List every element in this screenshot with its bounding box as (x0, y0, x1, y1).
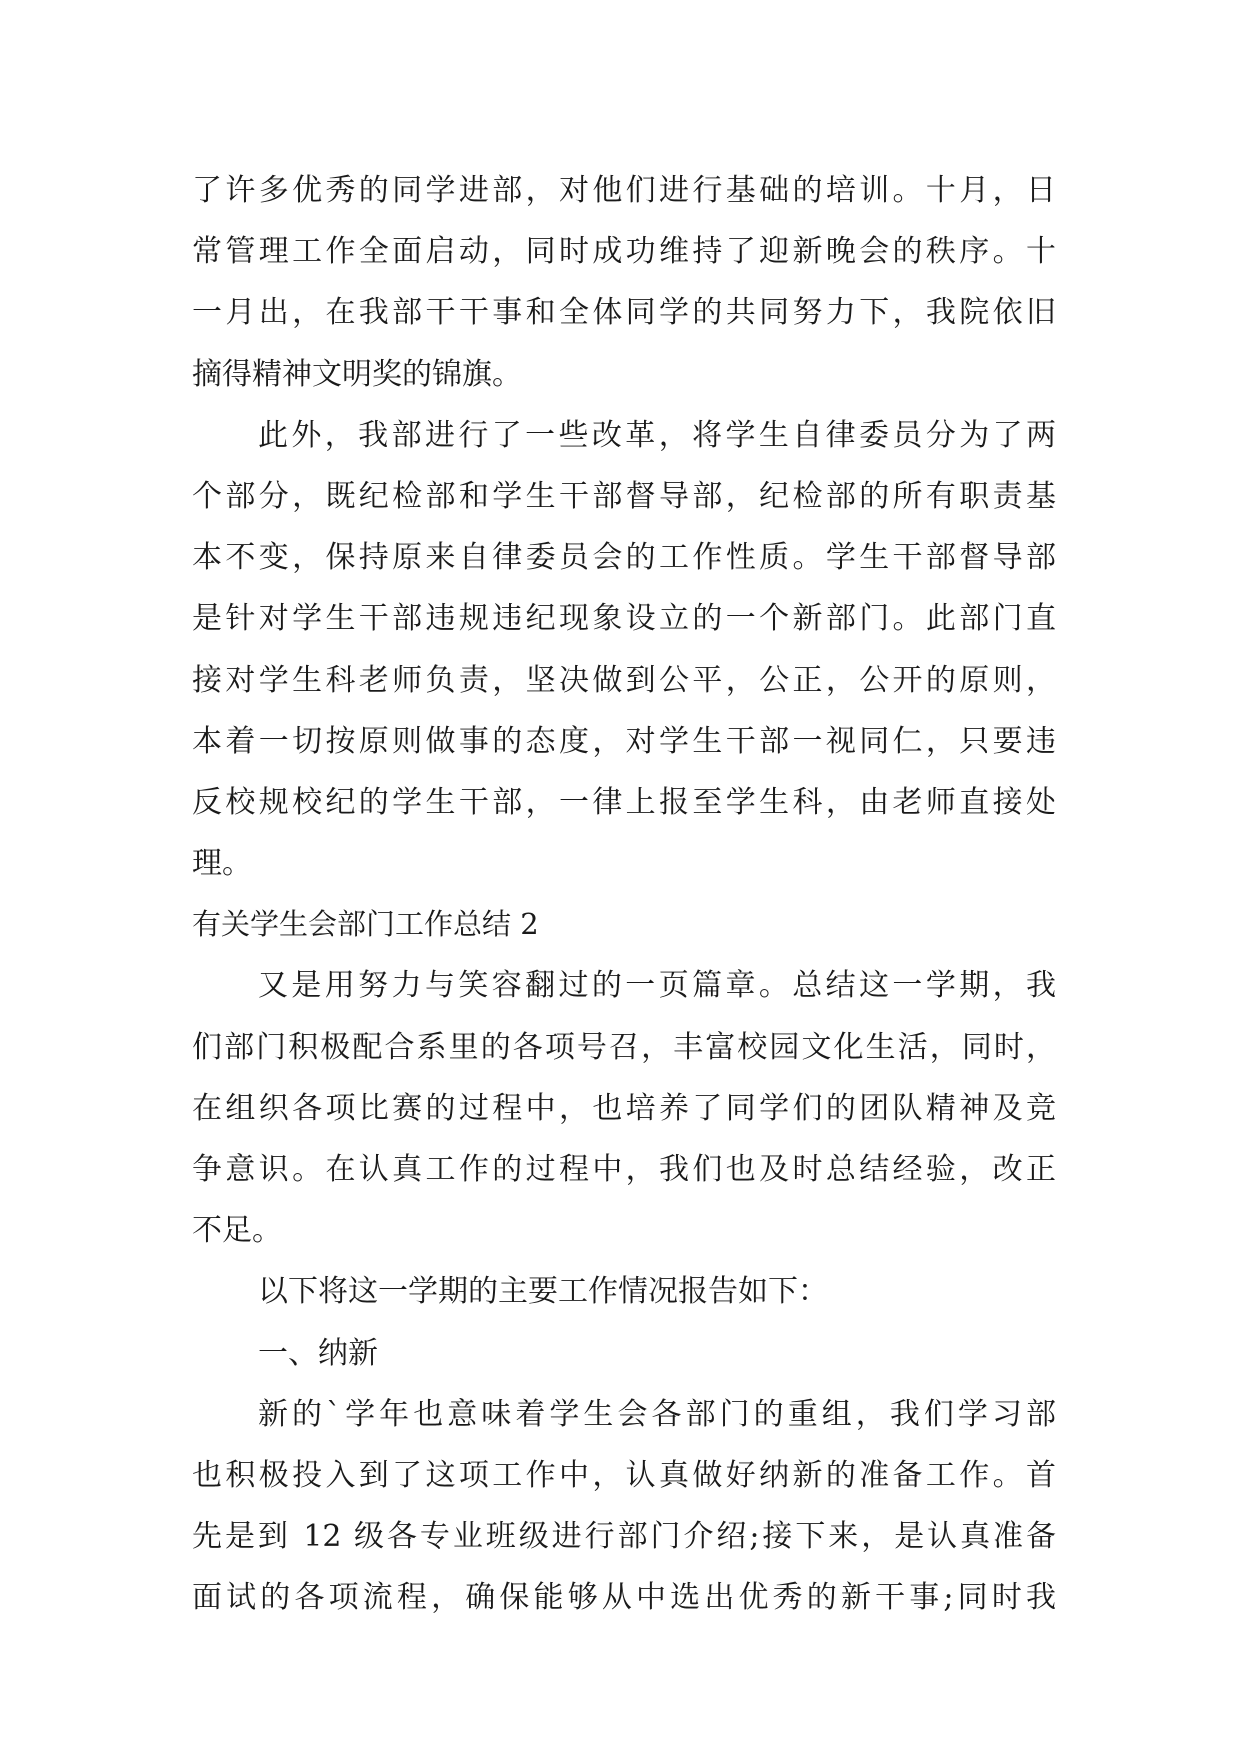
text-line: 面试的各项流程，确保能够从中选出优秀的新干事;同时我 (192, 1580, 1056, 1616)
text-line: 反校规校纪的学生干部，一律上报至学生科，由老师直接处 (192, 784, 1056, 820)
text-line: 了许多优秀的同学进部，对他们进行基础的培训。十月，日 (192, 173, 1056, 208)
document-body (192, 160, 1056, 1629)
paragraph-first-line: 以下将这一学期的主要工作情况报告如下： (258, 1274, 828, 1310)
text-line: 也积极投入到了这项工作中，认真做好纳新的准备工作。首 (192, 1457, 1056, 1493)
text-line: 接对学生科老师负责，坚决做到公平，公正，公开的原则， (192, 662, 1056, 698)
text-line: 本着一切按原则做事的态度，对学生干部一视同仁，只要违 (192, 723, 1056, 759)
text-line: 一月出，在我部干干事和全体同学的共同努力下，我院依旧 (192, 295, 1056, 331)
text-line: 摘得精神文明奖的锦旗。 (192, 356, 522, 392)
text-line: 们部门积极配合系里的各项号召，丰富校园文化生活，同时， (192, 1029, 1056, 1065)
text-line: 争意识。在认真工作的过程中，我们也及时总结经验，改正 (192, 1152, 1056, 1187)
section-heading: 有关学生会部门工作总结 2 (192, 907, 539, 942)
text-line: 理。 (192, 846, 252, 882)
paragraph-first-line: 又是用努力与笑容翻过的一页篇章。总结这一学期，我 (258, 968, 1056, 1004)
subsection-heading: 一、纳新 (258, 1335, 378, 1371)
text-line: 本不变，保持原来自律委员会的工作性质。学生干部督导部 (192, 540, 1056, 576)
text-line: 先是到 12 级各专业班级进行部门介绍;接下来，是认真准备 (192, 1519, 1056, 1555)
text-line: 是针对学生干部违规违纪现象设立的一个新部门。此部门直 (192, 601, 1056, 637)
text-line: 常管理工作全面启动，同时成功维持了迎新晚会的秩序。十 (192, 234, 1056, 270)
paragraph-first-line: 新的`学年也意味着学生会各部门的重组，我们学习部 (258, 1396, 1056, 1432)
paragraph-first-line: 此外，我部进行了一些改革，将学生自律委员分为了两 (258, 417, 1056, 453)
text-line: 不足。 (192, 1213, 282, 1249)
text-line: 个部分，既纪检部和学生干部督导部，纪检部的所有职责基 (192, 478, 1056, 514)
text-line: 在组织各项比赛的过程中，也培养了同学们的团队精神及竞 (192, 1090, 1056, 1126)
